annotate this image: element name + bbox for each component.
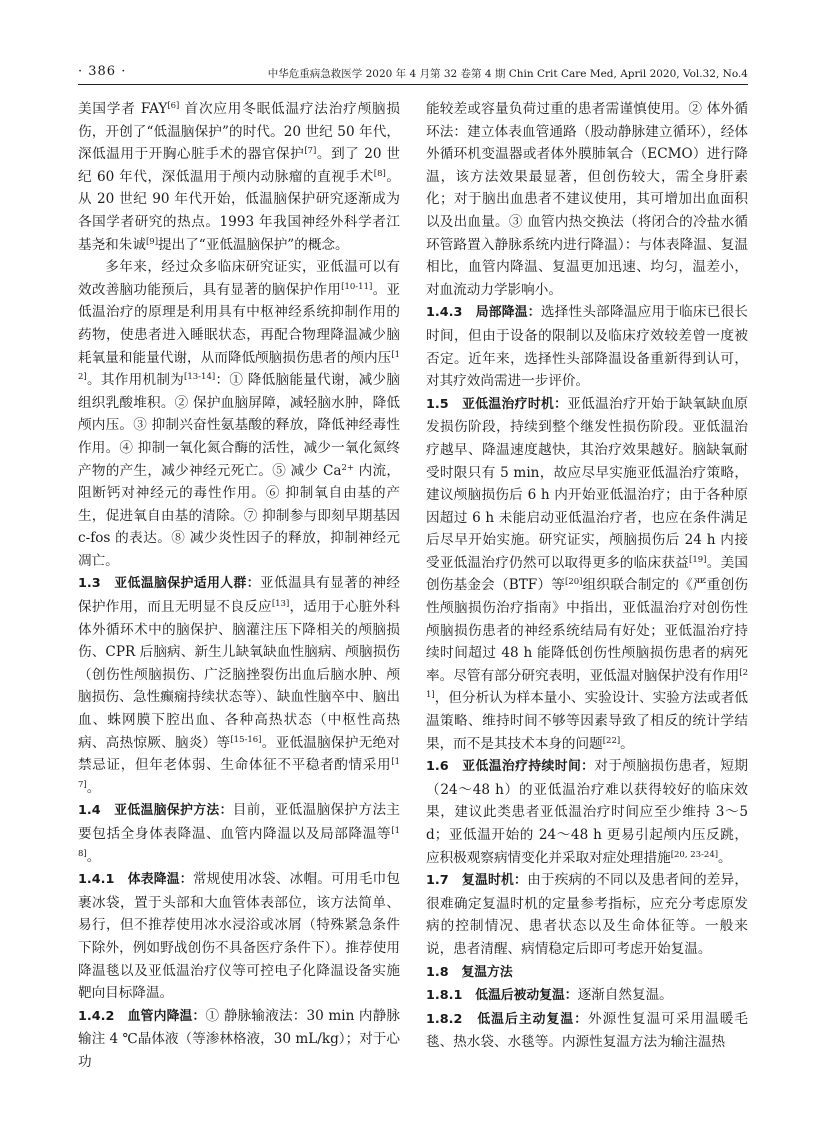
section-heading: 1.4.3 局部降温： — [426, 305, 541, 321]
section-heading: 1.8.1 低温后被动复温： — [426, 988, 578, 1004]
section-heading: 1.8.2 低温后主动复温： — [426, 1011, 589, 1027]
paragraph-history: 美国学者 FAY[6] 首次应用冬眠低温疗法治疗颅脑损伤，开创了“低温脑保护”的时代。20 世纪 50 年代，深低温用于开胸心脏手术的器官保护[7]。到了 20 世纪 60 年代，深低温用于颅内动脉瘤的直视手术[8]。从 20 世纪 90 年代开始，低温脑保护研究逐渐成为各国学者研究的热点。1993 年我国神经外科学者江基尧和朱诚[9]提出了“亚低温脑保护”的概念。 — [78, 101, 400, 253]
section-1-4-3 — [426, 301, 748, 392]
paragraph-continued: 能较差或容量负荷过重的患者需谨慎使用。② 体外循环法：建立体表血管通路（股动静脉建立循环），经体外循环机变温器或者体外膜肺氧合（ECMO）进行降温，该方法效果最显著，但创伤较大，需全身肝素化；对于脑出血患者不建议使用，其可增加出血面积以及出血量。③ 血管内热交换法（将闭合的冷盐水循环管路置入静脉系统内进行降温）：与体表降温、复温相比，血管内降温、复温更加迅速、均匀，温差小，对血流动力学影响小。 — [426, 101, 748, 298]
section-body: 常规使用冰袋、冰帽。可用毛巾包裹冰袋，置于头部和大血管体表部位，该方法简单、易行，但不推荐使用冰水浸浴或冰屑（特殊紧急条件下除外，例如野战创伤不具备医疗条件下）。推荐使用降温毯以及亚低温治疗仪等可控电子化降温设备实施靶向目标降温。 — [78, 871, 400, 1002]
section-1-6 — [426, 755, 748, 869]
section-1-8-1 — [426, 984, 748, 1008]
section-body: 亚低温治疗开始于缺氧缺血原发损伤阶段，持续到整个继发性损伤阶段。亚低温治疗越早、降温速度越快，其治疗效果越好。脑缺氧耐受时限只有 5 min，故应尽早实施亚低温治疗策略，建议颅脑损伤后 6 h 内开始亚低温治疗；由于各种原因超过 6 h 未能启动亚低温治疗者，也应在条件满足后尽早开始实施。研究证实，颅脑损伤后 24 h 内接受亚低温治疗仍然可以取得更多的临床获益[19]。美国创伤基金会（BTF）等[20]组织联合制定的《严重创伤性颅脑损伤治疗指南》中指出，亚低温治疗对创伤性颅脑损伤患者的神经系统结局有好处；亚低温治疗持续时间超过 48 h 能降低创伤性颅脑损伤患者的病死率。尽管有部分研究表明，亚低温对脑保护没有作用[21]，但分析认为样本量小、实验设计、实验方法或者低温策略、维持时间不够等因素导致了相反的统计学结果，而不是其技术本身的问题[22]。 — [426, 395, 749, 752]
section-body: 目前，亚低温脑保护方法主要包括全身体表降温、血管内降温以及局部降温等[18]。 — [78, 802, 401, 865]
section-heading: 1.7 复温时机： — [426, 873, 528, 889]
right-column — [426, 98, 748, 1054]
section-body: 选择性头部降温应用于临床已很长时间，但由于设备的限制以及临床疗效较差曾一度被否定。近年来，选择性头部降温设备重新得到认可，对其疗效尚需进一步评价。 — [426, 304, 748, 390]
section-1-5 — [426, 393, 748, 756]
section-heading: 1.6 亚低温治疗持续时间： — [426, 759, 595, 775]
section-1-8-2 — [426, 1008, 748, 1054]
section-body: 逐渐自然复温。 — [577, 987, 673, 1004]
section-body: 对于颅脑损伤患者，短期（24～48 h）的亚低温治疗难以获得较好的临床效果，建议此类患者亚低温治疗时间应至少维持 3～5 d；亚低温开始的 24～48 h 更易引起颅内压反跳，应积极观察病情变化并采取对症处理措施[20, 23-24]。 — [426, 758, 749, 866]
section-1-3 — [78, 572, 400, 799]
section-heading: 1.4 亚低温脑保护方法： — [78, 803, 233, 819]
section-heading: 1.3 亚低温脑保护适用人群： — [78, 576, 261, 592]
section-1-8 — [426, 961, 748, 985]
section-1-4 — [78, 799, 400, 868]
left-column — [78, 98, 400, 1074]
section-body: ① 静脉输液法：30 min 内静脉输注 4 ℃晶体液（等渗林格液，30 mL/kg）；对于心功 — [78, 1007, 400, 1070]
journal-citation: 中华危重病急救医学 2020 年 4 月第 32 卷第 4 期 Chin Crit Care Med, April 2020, Vol.32, No.4 — [267, 68, 748, 80]
paragraph-mechanism: 多年来，经过众多临床研究证实，亚低温可以有效改善脑功能预后，具有显著的脑保护作用[10-11]。亚低温治疗的原理是利用具有中枢神经系统抑制作用的药物，使患者进入睡眠状态，再配合物理降温减少脑耗氧量和能量代谢，从而降低颅脑损伤患者的颅内压[12]。其作用机制为[13-14]：① 降低脑能量代谢，减少脑组织乳酸堆积。② 保护血脑屏障，减轻脑水肿，降低颅内压。③ 抑制兴奋性氨基酸的释放，降低神经毒性作用。④ 抑制一氧化氮合酶的活性，减少一氧化氮终产物的产生，减少神经元死亡。⑤ 减少 $Ca^{2+}$ 内流，阻断钙对神经元的毒性作用。⑥ 抑制氧自由基的产生，促进氧自由基的清除。⑦ 抑制参与即刻早期基因 c-fos 的表达。⑧ 减少炎性因子的释放，抑制神经元凋亡。 — [78, 259, 401, 569]
section-heading: 1.4.2 血管内降温： — [78, 1008, 206, 1024]
section-body: 亚低温具有显著的神经保护作用，而且无明显不良反应[13]，适用于心脏外科体外循环术中的脑保护、脑灌注压下降相关的颅脑损伤、CPR 后脑病、新生儿缺氧缺血性脑病、颅脑损伤（创伤性颅脑损伤、广泛脑挫裂伤出血后脑水肿、颅脑损伤、急性癫痫持续状态等）、缺血性脑卒中、脑出血、蛛网膜下腔出血、各种高热状态（中枢性高热病、高热惊厥、脑炎）等[15-16]。亚低温脑保护无绝对禁忌证，但年老体弱、生命体征不平稳者酌情采用[17]。 — [78, 575, 401, 796]
section-heading: 1.4.1 体表降温： — [78, 872, 193, 888]
section-1-7 — [426, 869, 748, 960]
section-1-4-2 — [78, 1005, 400, 1074]
section-heading: 1.8 复温方法 — [426, 964, 513, 980]
section-body: 外源性复温可采用温暖毛毯、热水袋、水毯等。内源性复温方法为输注温热 — [426, 1010, 749, 1051]
running-header — [78, 62, 748, 85]
page-number: · 386 · — [78, 64, 127, 79]
section-1-4-1 — [78, 868, 400, 1005]
section-heading: 1.5 亚低温治疗时机： — [426, 396, 568, 412]
section-body: 由于疾病的不同以及患者间的差异，很难确定复温时机的定量参考指标，应充分考虑原发病的控制情况、患者状态以及生命体征等。一般来说，患者清醒、病情稳定后即可考虑开始复温。 — [426, 872, 749, 957]
